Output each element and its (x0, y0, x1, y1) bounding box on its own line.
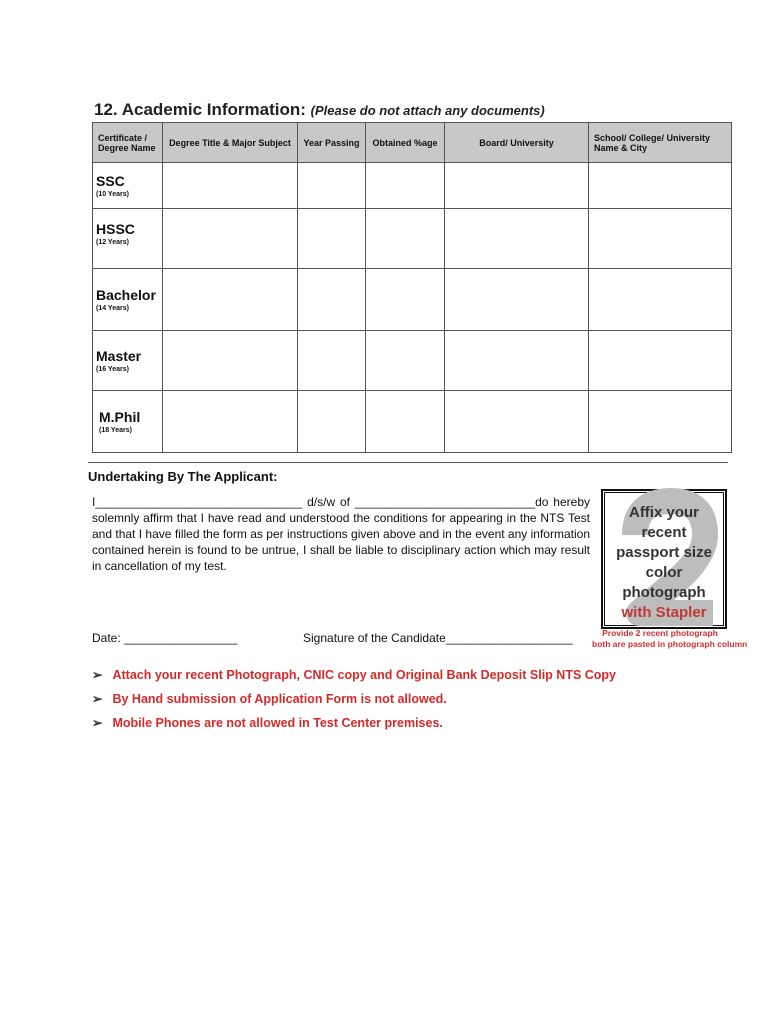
arrow-bullet-icon: ➢ (92, 692, 103, 706)
degree-cell: Bachelor (14 Years) (93, 269, 163, 331)
arrow-bullet-icon: ➢ (92, 668, 103, 682)
academic-table (92, 122, 732, 453)
input-cell[interactable] (366, 391, 445, 453)
note-item: ➢ By Hand submission of Application Form is not allowed. (92, 692, 447, 706)
photo-instructions: Affix your recent passport size color photograph with Stapler (616, 504, 712, 621)
input-cell[interactable] (366, 331, 445, 391)
col-header: School/ College/ University Name & City (589, 123, 732, 163)
table-row (93, 269, 732, 331)
input-cell[interactable] (298, 209, 366, 269)
input-cell[interactable] (163, 209, 298, 269)
divider (88, 462, 728, 463)
input-cell[interactable] (445, 209, 589, 269)
header-row (93, 123, 732, 163)
input-cell[interactable] (589, 331, 732, 391)
note-item: ➢ Attach your recent Photograph, CNIC copy and Original Bank Deposit Slip NTS Copy (92, 668, 617, 682)
input-cell[interactable] (445, 163, 589, 209)
degree-cell: Master (16 Years) (93, 331, 163, 391)
col-header: Board/ University (445, 123, 589, 163)
undertaking-text: I_______________________________ d/s/w of ___________________________do hereby solemnly affirm that I have read and understood the conditions for appearing in the NTS Test and that I have filled the form as per instructions given above and in the event any information contained herein is found to be untrue, I shall be liable to disciplinary action which may result in cancellation of my test. (92, 495, 590, 573)
input-cell[interactable] (163, 269, 298, 331)
note-item: ➢ Mobile Phones are not allowed in Test Center premises. (92, 716, 443, 730)
input-cell[interactable] (445, 331, 589, 391)
input-cell[interactable] (298, 163, 366, 209)
signature-field[interactable]: Signature of the Candidate___________________ (303, 631, 573, 645)
table-row (93, 163, 732, 209)
col-header: Year Passing (298, 123, 366, 163)
input-cell[interactable] (589, 209, 732, 269)
degree-cell: HSSC (12 Years) (93, 209, 163, 269)
input-cell[interactable] (163, 331, 298, 391)
table-row (93, 331, 732, 391)
input-cell[interactable] (589, 269, 732, 331)
degree-cell: M.Phil (18 Years) (93, 391, 163, 453)
degree-cell: SSC (10 Years) (93, 163, 163, 209)
input-cell[interactable] (589, 391, 732, 453)
table-row (93, 391, 732, 453)
input-cell[interactable] (445, 269, 589, 331)
col-header: Certificate / Degree Name (93, 123, 163, 163)
input-cell[interactable] (366, 163, 445, 209)
input-cell[interactable] (163, 163, 298, 209)
input-cell[interactable] (445, 391, 589, 453)
undertaking-heading: Undertaking By The Applicant: (88, 469, 278, 484)
input-cell[interactable] (298, 391, 366, 453)
col-header: Obtained %age (366, 123, 445, 163)
input-cell[interactable] (589, 163, 732, 209)
title-main: 12. Academic Information: (94, 100, 311, 119)
input-cell[interactable] (298, 269, 366, 331)
table-row (93, 209, 732, 269)
photo-note: Provide 2 recent photograph both are pasted in photograph column (592, 628, 748, 649)
col-header: Degree Title & Major Subject (163, 123, 298, 163)
date-field[interactable]: Date: _________________ (92, 631, 238, 645)
input-cell[interactable] (163, 391, 298, 453)
input-cell[interactable] (366, 269, 445, 331)
arrow-bullet-icon: ➢ (92, 716, 103, 730)
input-cell[interactable] (298, 331, 366, 391)
title-sub: (Please do not attach any documents) (310, 103, 545, 118)
input-cell[interactable] (366, 209, 445, 269)
section-title (94, 100, 545, 120)
photo-box (602, 490, 726, 628)
